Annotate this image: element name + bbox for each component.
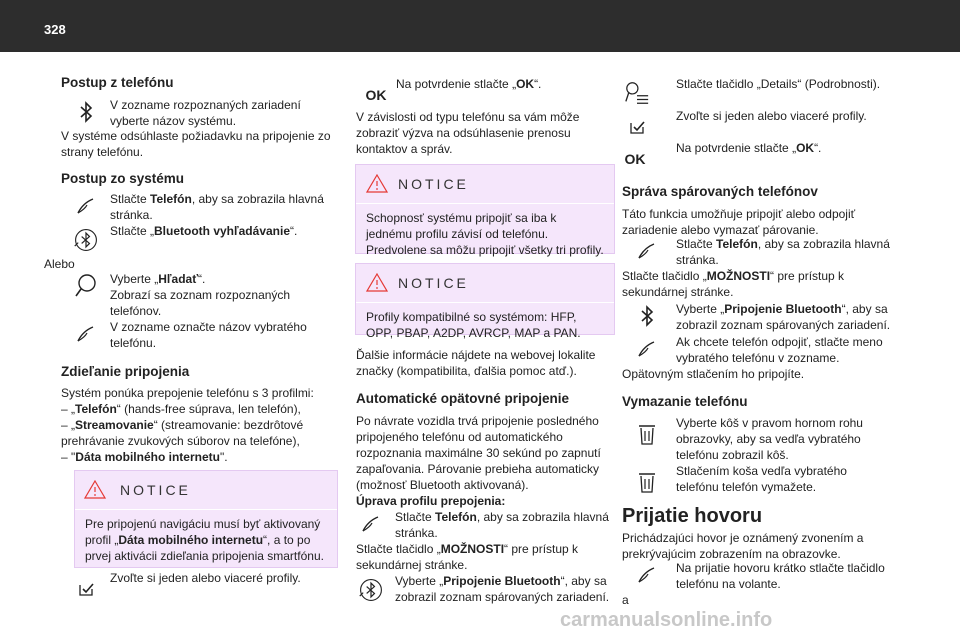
step-details [622,76,892,108]
notice-label: NOTICE [398,176,469,192]
step-choose-profiles-2 [622,108,892,140]
warning-icon [366,273,388,292]
step-mark-phone [61,319,339,351]
heading-share-connection: Zdieľanie pripojenia [61,364,190,379]
checkbox-check-icon [73,576,99,602]
paragraph-manage-intro: Táto funkcia umožňuje pripojiť alebo odpojiť zariadenie alebo vymazať párovanie. [622,207,856,237]
trash-icon [634,469,660,495]
trash-icon [634,421,660,447]
search-icon [73,273,99,299]
step-manage-press-phone [622,236,892,268]
notice-header [356,264,614,303]
heading-auto-reconnect: Automatické opätovné pripojenie [356,391,570,406]
finger-press-icon [634,336,660,362]
step-manage-disconnect [622,334,892,366]
watermark: carmanualsonline.info [560,609,773,631]
finger-press-icon [634,238,660,264]
step-text: Vyberte „Pripojenie Bluetooth“, aby sa zobrazil zoznam spárovaných zariadení. [395,574,610,604]
paragraph-auto-reconnect: Po návrate vozidla trvá pripojenie posledného pripojeného telefónu od automatického rozpoznania maximálne 30 sekúnd po zapnutí zapaľovania. Párovanie prebieha automaticky (možnosť Bluetooth aktivovaná). [356,414,601,492]
page-header-bar [0,0,960,52]
paragraph-more-info: Ďalšie informácie nájdete na webovej lokalite značky (kompatibilita, ďalšia pomoc atď.). [356,348,596,378]
step-manage-bluetooth-connection [622,301,892,333]
paragraph-reconnect: Opätovným stlačením ho pripojíte. [622,367,805,381]
step-confirm-ok-2 [622,140,892,172]
finger-press-icon [634,562,660,588]
step-text: Stlačte „Bluetooth vyhľadávanie“. [110,224,298,238]
list-item-streaming-profile: – „Streamovanie“ (streamovanie: bezdrôtové prehrávanie zvukových súborov na telefóne), [61,418,304,448]
paragraph-incoming-call: Prichádzajúci hovor je oznámený zvonením a prekrývajúcim zobrazením na obrazovke. [622,531,864,561]
list-item-mobile-data-profile: – "Dáta mobilného internetu". [61,450,228,464]
paragraph-transfer-prompt: V závislosti od typu telefónu sa vám môže zobraziť výzva na odsúhlasenie prenosu kontaktov a správ. [356,110,580,156]
bluetooth-search-icon [358,577,384,603]
notice-header [356,165,614,204]
paragraph-accept-request: V systéme odsúhlaste požiadavku na pripojenie zo strany telefónu. [61,129,331,159]
step-text: Zvoľte si jeden alebo viaceré profily. [110,571,301,585]
page-number: 328 [44,22,66,37]
step-text: Stlačte tlačidlo „Details“ (Podrobnosti). [676,77,881,91]
step-text: Stlačte Telefón, aby sa zobrazila hlavná stránka. [110,192,324,222]
heading-manage-paired: Správa spárovaných telefónov [622,184,818,199]
notice-box-navigation [74,470,338,568]
step-select-trash [622,415,892,463]
notice-box-compatible [355,263,615,340]
paragraph-share-intro: Systém ponúka prepojenie telefónu s 3 profilmi: [61,386,314,400]
step-text: Stlačte Telefón, aby sa zobrazila hlavná stránka. [676,237,890,267]
step-accept-call [622,560,892,592]
step-text: Stlačením koša vedľa vybratého telefónu telefón vymažete. [676,464,847,494]
step-text: Vyberte „Pripojenie Bluetooth“, aby sa zobrazil zoznam spárovaných zariadení. [676,302,891,332]
paragraph-manage-options: Stlačte tlačidlo „MOŽNOSTI“ pre prístup k sekundárnej stránke. [622,269,845,299]
step-text: Vyberte „Hľadať“. [110,272,206,286]
notice-body: Pre pripojenú navigáciu musí byť aktivovaný profil „Dáta mobilného internetu“, a to po prvej aktivácii zdieľania pripojenia smartfónu. [85,517,324,563]
heading-delete-phone: Vymazanie telefónu [622,394,748,409]
details-icon [624,80,650,106]
paragraph-list-shown-1: Zobrazí sa zoznam rozpoznaných telefónov. [110,288,291,318]
step-choose-profiles [61,570,339,602]
text-alebo: Alebo [44,257,75,271]
ok-icon: OK [365,87,387,103]
step-bluetooth-search [61,223,339,255]
notice-label: NOTICE [398,275,469,291]
step-press-phone [61,191,339,223]
step-edit-press-phone [356,509,616,541]
step-text: Na potvrdenie stlačte „OK“. [676,141,822,155]
step-text: V zozname označte názov vybratého telefónu. [110,320,307,350]
step-text: Na potvrdenie stlačte „OK“. [396,77,542,91]
finger-press-icon [73,193,99,219]
step-confirm-ok [356,76,616,108]
step-text: Stlačte Telefón, aby sa zobrazila hlavná stránka. [395,510,609,540]
step-select-system [61,97,339,129]
heading-phone-procedure: Postup z telefónu [61,75,174,90]
step-press-trash [622,463,892,495]
heading-accept-call: Prijatie hovoru [622,505,763,527]
text-edit-profile-title: Úprava profilu prepojenia: [356,494,506,508]
bluetooth-search-icon [73,227,99,253]
notice-label: NOTICE [120,482,191,498]
step-text: Ak chcete telefón odpojiť, stlačte meno vybratého telefónu v zozname. [676,335,883,365]
notice-body: Schopnosť systému pripojiť sa iba k jednému profilu závisí od telefónu. Predvolene sa môžu pripojiť všetky tri profily. [366,211,604,257]
notice-body: Profily kompatibilné so systémom: HFP, OPP, PBAP, A2DP, AVRCP, MAP a PAN. [366,310,581,340]
list-item-phone-profile: – „Telefón“ (hands-free súprava, len telefón), [61,402,301,416]
step-text: Vyberte kôš v pravom hornom rohu obrazovky, aby sa vedľa vybratého telefónu zobrazil kôš. [676,416,863,462]
checkbox-check-icon [624,114,650,140]
bluetooth-icon [73,99,99,125]
notice-box-profile [355,164,615,257]
ok-icon: OK [624,151,646,167]
step-text: Zvoľte si jeden alebo viaceré profily. [676,109,867,123]
warning-icon [84,480,106,499]
step-text: V zozname rozpoznaných zariadení vyberte názov systému. [110,98,301,128]
warning-icon [366,174,388,193]
finger-press-icon [73,321,99,347]
step-text: Na prijatie hovoru krátko stlačte tlačidlo telefónu na volante. [676,561,885,591]
paragraph-edit-options: Stlačte tlačidlo „MOŽNOSTI“ pre prístup k sekundárnej stránke. [356,542,579,572]
bluetooth-icon [634,303,660,329]
heading-system-procedure: Postup zo systému [61,171,185,186]
step-edit-bluetooth-connection [356,573,616,605]
finger-press-icon [358,511,384,537]
notice-header [75,471,337,510]
text-continuation: a [622,593,629,607]
